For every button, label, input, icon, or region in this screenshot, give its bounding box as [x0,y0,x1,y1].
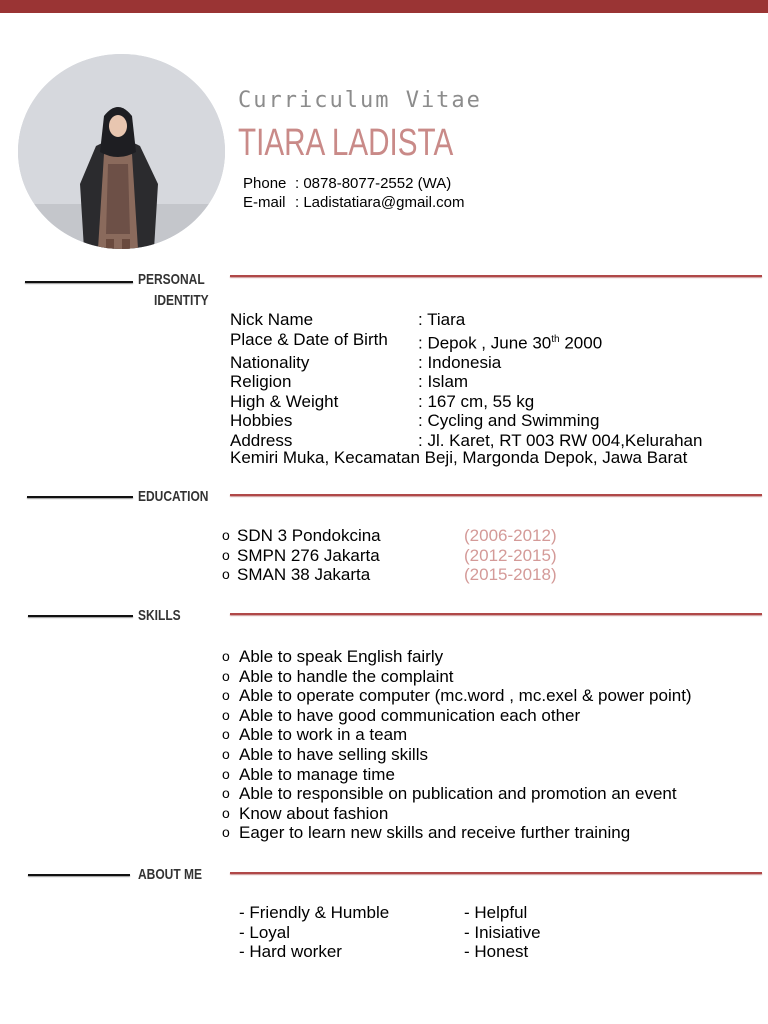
pi-value: : Jl. Karet, RT 003 RW 004,Kelurahan [418,430,703,450]
school-years: (2015-2018) [464,565,557,585]
pi-row [230,372,702,392]
pi-key: Religion [230,372,292,392]
email-value: : Ladistatiara@gmail.com [295,194,465,211]
personal-identity-table [230,310,702,450]
bullet-icon: o [222,566,230,583]
bullet-icon: o [222,785,230,802]
pi-key: Hobbies [230,411,293,431]
pi-value: : Indonesia [418,352,502,372]
about-trait: - Honest [464,942,529,962]
pi-key: Nationality [230,352,310,372]
education-right-rule [230,494,762,496]
section-title-skills: SKILLS [138,607,181,624]
email-label: E-mail [243,194,286,211]
pi-value: : Tiara [418,310,466,329]
bullet-icon: o [222,726,230,743]
pi-row [230,411,702,431]
bullet-icon: o [222,527,230,543]
about-left-rule [28,874,130,876]
education-left-rule [27,496,133,498]
personal-right-rule [230,275,762,277]
pi-row [230,330,702,353]
about-trait: - Loyal [239,922,291,942]
section-title-about: ABOUT ME [138,866,202,883]
pi-key: High & Weight [230,391,339,411]
pi-row [230,392,702,412]
school-name: SDN 3 Pondokcina [237,526,381,545]
skills-list [222,647,692,843]
phone-label: Phone [243,175,287,192]
bullet-icon: o [222,765,230,782]
bullet-icon: o [222,804,230,821]
school-name: SMPN 276 Jakarta [237,545,380,565]
pi-key: Place & Date of Birth [230,329,388,349]
skill-text: Able to work in a team [239,725,408,745]
school-years: (2012-2015) [464,545,557,565]
skill-text: Able to responsible on publication and promotion an event [239,784,677,804]
pi-value-year: 2000 [559,333,603,353]
pi-key: Nick Name [230,310,314,329]
about-column-2 [464,903,541,962]
bullet-icon: o [222,824,230,841]
school-years: (2006-2012) [464,526,557,545]
skill-item [222,725,692,745]
skill-text: Know about fashion [239,803,389,823]
education-item [222,526,557,546]
skill-item [222,706,692,726]
personal-left-rule [25,281,133,283]
skill-item [222,804,692,824]
skill-item [222,784,692,804]
skill-text: Able to handle the complaint [239,666,454,686]
skill-item [222,686,692,706]
bullet-icon: o [222,687,230,704]
pi-value-superscript: th [551,333,560,345]
school-name: SMAN 38 Jakarta [237,565,371,585]
bullet-icon: o [222,648,230,664]
bullet-icon: o [222,706,230,723]
skill-item [222,667,692,687]
about-right-rule [230,872,762,874]
skill-item [222,647,692,667]
skill-text: Able to have good communication each other [239,705,581,725]
pi-value: : 167 cm, 55 kg [418,391,535,411]
skill-text: Eager to learn new skills and receive further training [239,823,631,843]
pi-value-main: : Depok , June 30 [418,333,552,353]
profile-photo [18,54,225,249]
address-continuation: Kemiri Muka, Kecamatan Beji, Margonda Depok, Jawa Barat [230,448,688,467]
section-title-personal: PERSONAL [138,271,205,288]
skill-text: Able to manage time [239,764,395,784]
education-list [222,526,557,585]
pi-row [230,353,702,373]
phone-line [243,175,451,192]
about-trait: - Inisiative [464,922,541,942]
person-name: TIARA LADISTA [238,122,454,164]
skills-right-rule [230,613,762,615]
profile-photo-illustration [18,54,225,249]
pi-key: Address [230,430,293,450]
education-item [222,565,557,585]
pi-row [230,310,702,330]
document-label: Curriculum Vitae [238,88,482,113]
skill-item [222,745,692,765]
section-title-identity: IDENTITY [154,292,209,309]
bullet-icon: o [222,546,230,563]
about-trait: - Hard worker [239,942,342,962]
education-item [222,546,557,566]
skills-left-rule [28,615,133,617]
email-line [243,194,464,211]
skill-text: Able to speak English fairly [239,647,444,666]
phone-value: : 0878-8077-2552 (WA) [295,175,452,192]
bullet-icon: o [222,745,230,762]
section-title-education: EDUCATION [138,488,209,505]
bullet-icon: o [222,667,230,684]
top-accent-bar [0,0,768,13]
skill-text: Able to operate computer (mc.word , mc.exel & power point) [239,686,692,706]
pi-value: : Cycling and Swimming [418,411,600,431]
about-trait: - Friendly & Humble [239,903,390,922]
pi-value: : Islam [418,372,469,392]
skill-item [222,823,692,843]
about-column-1 [239,903,389,962]
skill-item [222,765,692,785]
skill-text: Able to have selling skills [239,744,428,764]
pi-value [418,330,602,353]
about-trait: - Helpful [464,903,528,922]
